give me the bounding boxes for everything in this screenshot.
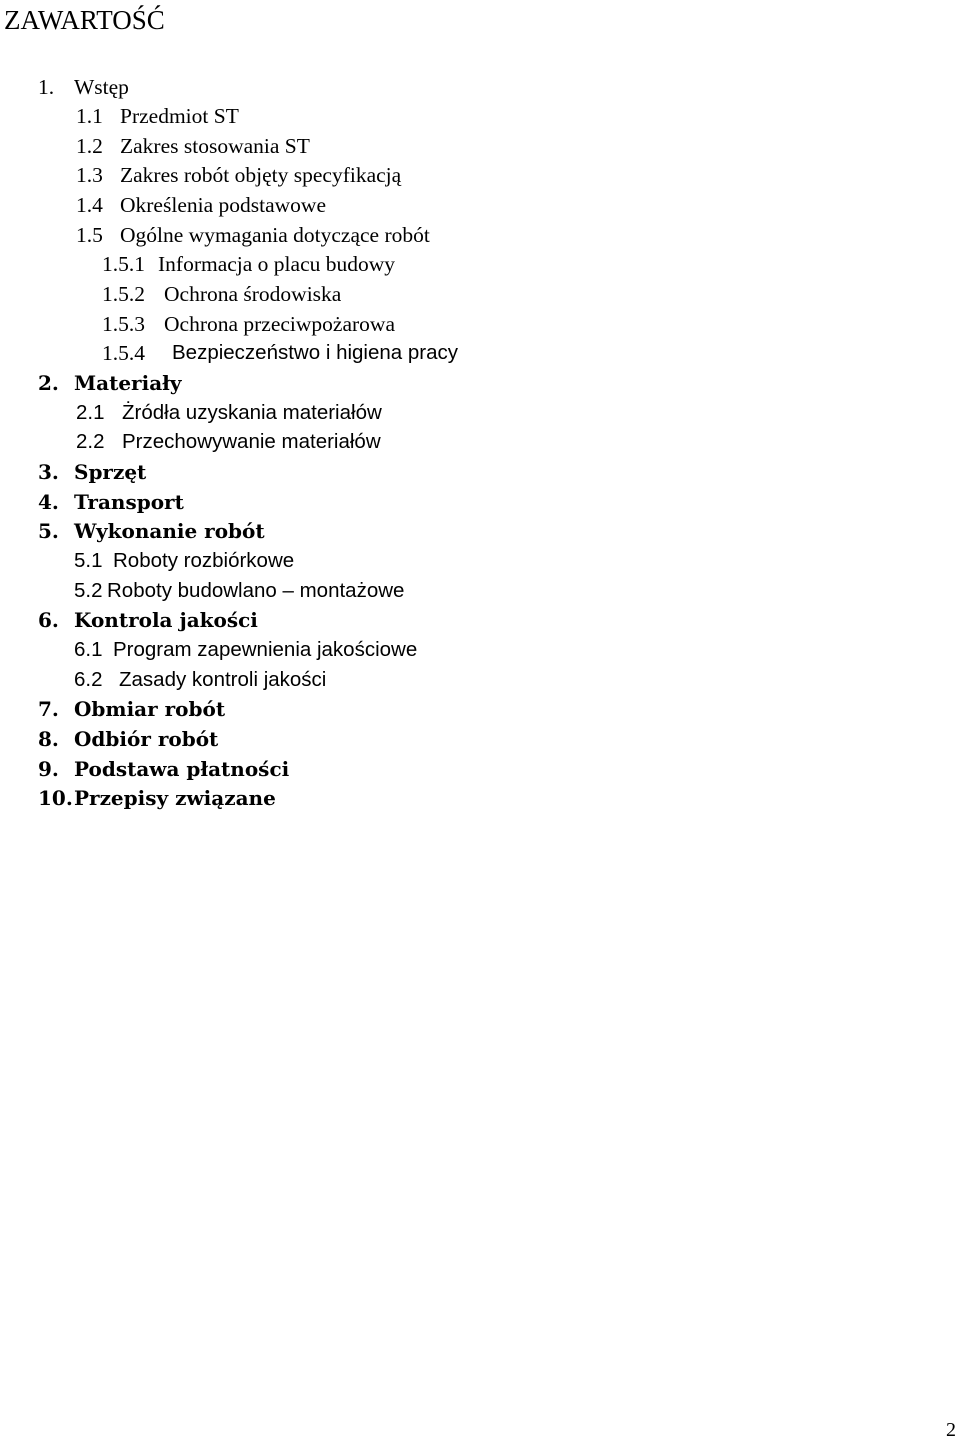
toc-entry-number: 6. bbox=[38, 608, 59, 632]
toc-entry-label: Roboty budowlano – montażowe bbox=[107, 579, 405, 602]
toc-entry-number: 5.1 bbox=[74, 549, 103, 572]
toc-entry-label: Obmiar robót bbox=[74, 697, 226, 721]
toc-entry-label: Sprzęt bbox=[74, 460, 147, 484]
page-title: ZAWARTOŚĆ bbox=[4, 5, 165, 35]
toc-entry-label: Wykonanie robót bbox=[74, 519, 265, 543]
toc-entry-number: 6.1 bbox=[74, 638, 103, 661]
toc-entry-number: 9. bbox=[38, 757, 59, 781]
toc-entry-number: 1.3 bbox=[76, 163, 103, 187]
toc-entry-number: 2. bbox=[38, 371, 59, 395]
toc-entry-label: Określenia podstawowe bbox=[120, 193, 326, 217]
toc-entry-number: 1.2 bbox=[76, 134, 103, 158]
toc-entry-label: Bezpieczeństwo i higiena pracy bbox=[172, 341, 459, 364]
toc-entry-label: Materiały bbox=[74, 371, 182, 395]
toc-entry-label: Ochrona środowiska bbox=[164, 282, 342, 306]
toc-entry-number: 1.1 bbox=[76, 104, 103, 128]
page-number: 2 bbox=[946, 1419, 956, 1441]
toc-entry-label: Zakres stosowania ST bbox=[120, 134, 310, 158]
toc-entry-number: 2.1 bbox=[76, 401, 105, 424]
toc-entry-label: Zasady kontroli jakości bbox=[119, 668, 327, 691]
toc-entry-label: Podstawa płatności bbox=[74, 757, 290, 781]
toc-entry-number: 1.5.2 bbox=[102, 282, 145, 306]
toc-entry-label: Żródła uzyskania materiałów bbox=[122, 401, 382, 424]
toc-entry-number: 5. bbox=[38, 519, 59, 543]
toc-entry-label: Ogólne wymagania dotyczące robót bbox=[120, 223, 430, 247]
toc-entry-label: Przepisy związane bbox=[74, 786, 276, 810]
toc-entry-label: Zakres robót objęty specyfikacją bbox=[120, 163, 402, 187]
toc-entry-number: 3. bbox=[38, 460, 59, 484]
toc-entry-number: 6.2 bbox=[74, 668, 103, 691]
toc-entry-number: 1.5.1 bbox=[102, 252, 145, 276]
toc-entry-label: Ochrona przeciwpożarowa bbox=[164, 312, 395, 336]
toc-entry-label: Informacja o placu budowy bbox=[158, 252, 396, 276]
toc-entry-label: Przedmiot ST bbox=[120, 104, 239, 128]
toc-entry-number: 1.4 bbox=[76, 193, 103, 217]
toc-entry-number: 1.5.3 bbox=[102, 312, 145, 336]
toc-entry-number: 1.5.4 bbox=[102, 341, 145, 365]
toc-entry-label: Roboty rozbiórkowe bbox=[113, 549, 295, 572]
toc-entry-number: 1. bbox=[38, 75, 55, 99]
toc-entry-label: Przechowywanie materiałów bbox=[122, 430, 381, 453]
toc-entry-label: Wstęp bbox=[74, 75, 129, 99]
toc-entry-number: 1.5 bbox=[76, 223, 103, 247]
toc-entry-label: Odbiór robót bbox=[74, 727, 219, 751]
toc-entry-number: 7. bbox=[38, 697, 59, 721]
toc-entry-number: 4. bbox=[38, 490, 59, 514]
toc-entry-number: 8. bbox=[38, 727, 59, 751]
toc-entry-label: Transport bbox=[74, 490, 184, 514]
toc-entry-label: Kontrola jakości bbox=[74, 608, 258, 632]
toc-entry-label: Program zapewnienia jakościowe bbox=[113, 638, 418, 661]
toc-entry-number: 5.2 bbox=[74, 579, 103, 602]
toc-entry-number: 10. bbox=[38, 786, 73, 810]
toc-entry-number: 2.2 bbox=[76, 430, 105, 453]
